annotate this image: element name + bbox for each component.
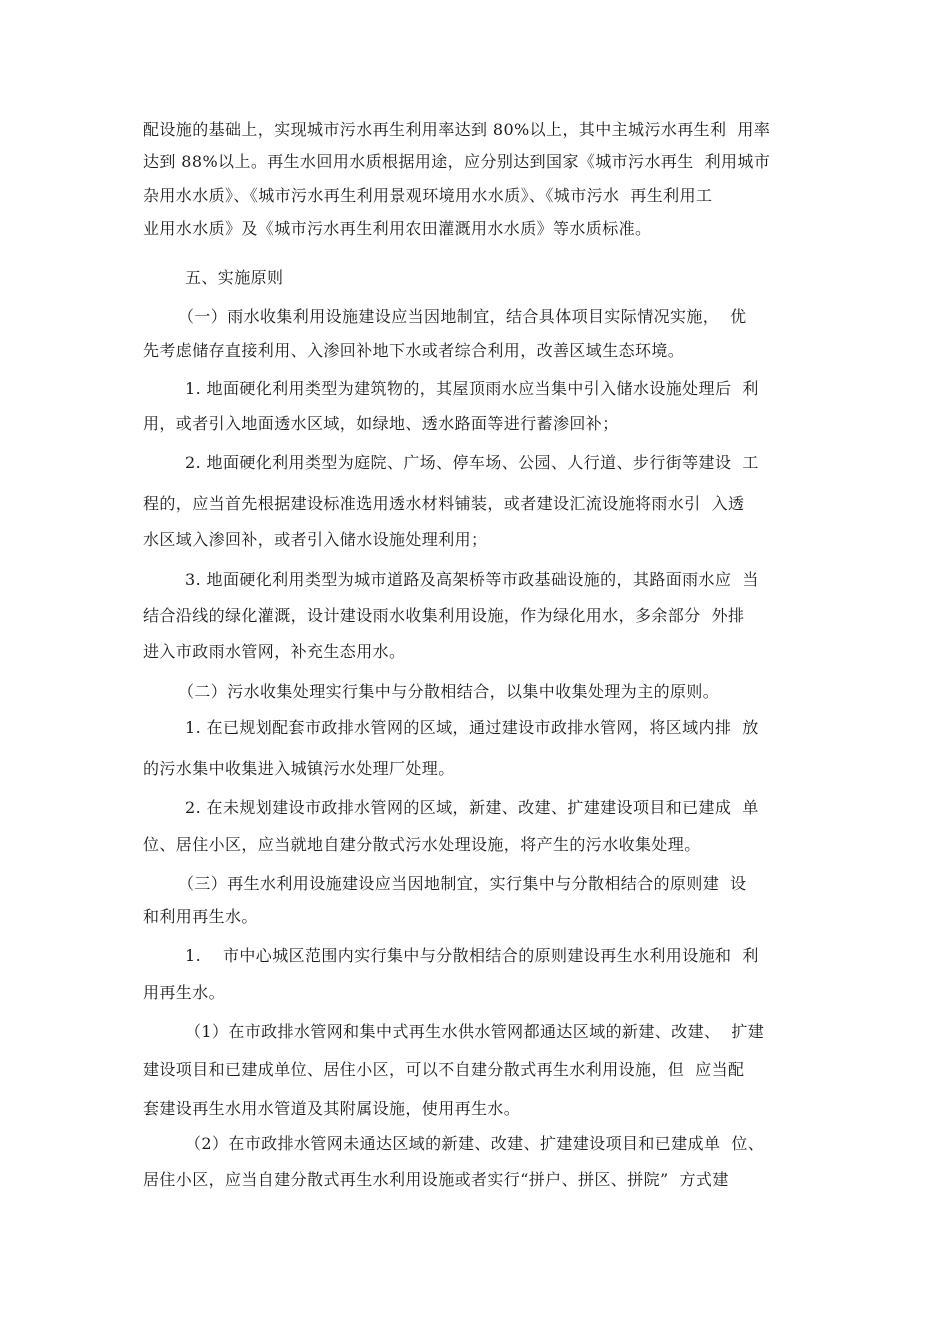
text-line: 程的，应当首先根据建设标准选用透水材料铺装，或者建设汇流设施将雨水引 入透 <box>143 494 745 513</box>
text-line: 1. 市中心城区范围内实行集中与分散相结合的原则建设再生水利用设施和 利 <box>185 946 759 965</box>
text-line: 2. 地面硬化利用类型为庭院、广场、停车场、公园、人行道、步行街等建设 工 <box>185 453 759 472</box>
text-line: （二）污水收集处理实行集中与分散相结合，以集中收集处理为主的原则。 <box>178 682 720 701</box>
text-line: 居住小区，应当自建分散式再生水利用设施或者实行“拼户、拼区、拼院” 方式建 <box>143 1170 729 1189</box>
text-line: 套建设再生水用水管道及其附属设施，使用再生水。 <box>143 1099 521 1118</box>
text-line: 进入市政雨水管网，补充生态用水。 <box>143 642 406 661</box>
text-line: 1. 在已规划配套市政排水管网的区域，通过建设市政排水管网，将区域内排 放 <box>185 718 759 737</box>
text-line: 和利用再生水。 <box>143 907 258 926</box>
text-line: 2. 在未规划建设市政排水管网的区域，新建、改建、扩建建设项目和已建成 单 <box>185 798 759 817</box>
text-line: 位、居住小区，应当就地自建分散式污水处理设施，将产生的污水收集处理。 <box>143 835 701 854</box>
text-line: （三）再生水利用设施建设应当因地制宜，实行集中与分散相结合的原则建 设 <box>178 874 747 893</box>
text-line: 先考虑储存直接利用、入渗回补地下水或者综合利用，改善区域生态环境。 <box>143 341 685 360</box>
text-line: 达到 88%以上。再生水回用水质根据用途，应分别达到国家《城市污水再生 利用城市 <box>143 152 771 171</box>
text-line: 1. 地面硬化利用类型为建筑物的，其屋顶雨水应当集中引入储水设施处理后 利 <box>185 379 759 398</box>
text-line: （一）雨水收集利用设施建设应当因地制宜，结合具体项目实际情况实施， 优 <box>178 307 747 326</box>
text-line: 用再生水。 <box>143 983 226 1002</box>
text-line: （1）在市政排水管网和集中式再生水供水管网都通达区域的新建、改建、 扩建 <box>185 1022 765 1041</box>
text-line: 3. 地面硬化利用类型为城市道路及高架桥等市政基础设施的，其路面雨水应 当 <box>185 570 759 589</box>
text-line: 水区域入渗回补，或者引入储水设施处理利用； <box>143 530 488 549</box>
text-line: 结合沿线的绿化灌溉，设计建设雨水收集利用设施，作为绿化用水，多余部分 外排 <box>143 606 745 625</box>
text-line: （2）在市政排水管网未通达区域的新建、改建、扩建建设项目和已建成单 位、 <box>185 1134 765 1153</box>
text-line: 杂用水水质》、《城市污水再生利用景观环境用水水质》、《城市污水 再生利用工 <box>143 186 713 205</box>
text-line: 业用水水质》及《城市污水再生利用农田灌溉用水水质》等水质标准。 <box>143 219 652 238</box>
text-line: 用，或者引入地面透水区域，如绿地、透水路面等进行蓄渗回补； <box>143 414 619 433</box>
section-heading: 五、实施原则 <box>185 268 284 287</box>
text-line: 建设项目和已建成单位、居住小区，可以不自建分散式再生水利用设施，但 应当配 <box>143 1060 745 1079</box>
text-line: 的污水集中收集进入城镇污水处理厂处理。 <box>143 759 455 778</box>
text-line: 配设施的基础上，实现城市污水再生利用率达到 80%以上，其中主城污水再生利 用率 <box>143 120 771 139</box>
